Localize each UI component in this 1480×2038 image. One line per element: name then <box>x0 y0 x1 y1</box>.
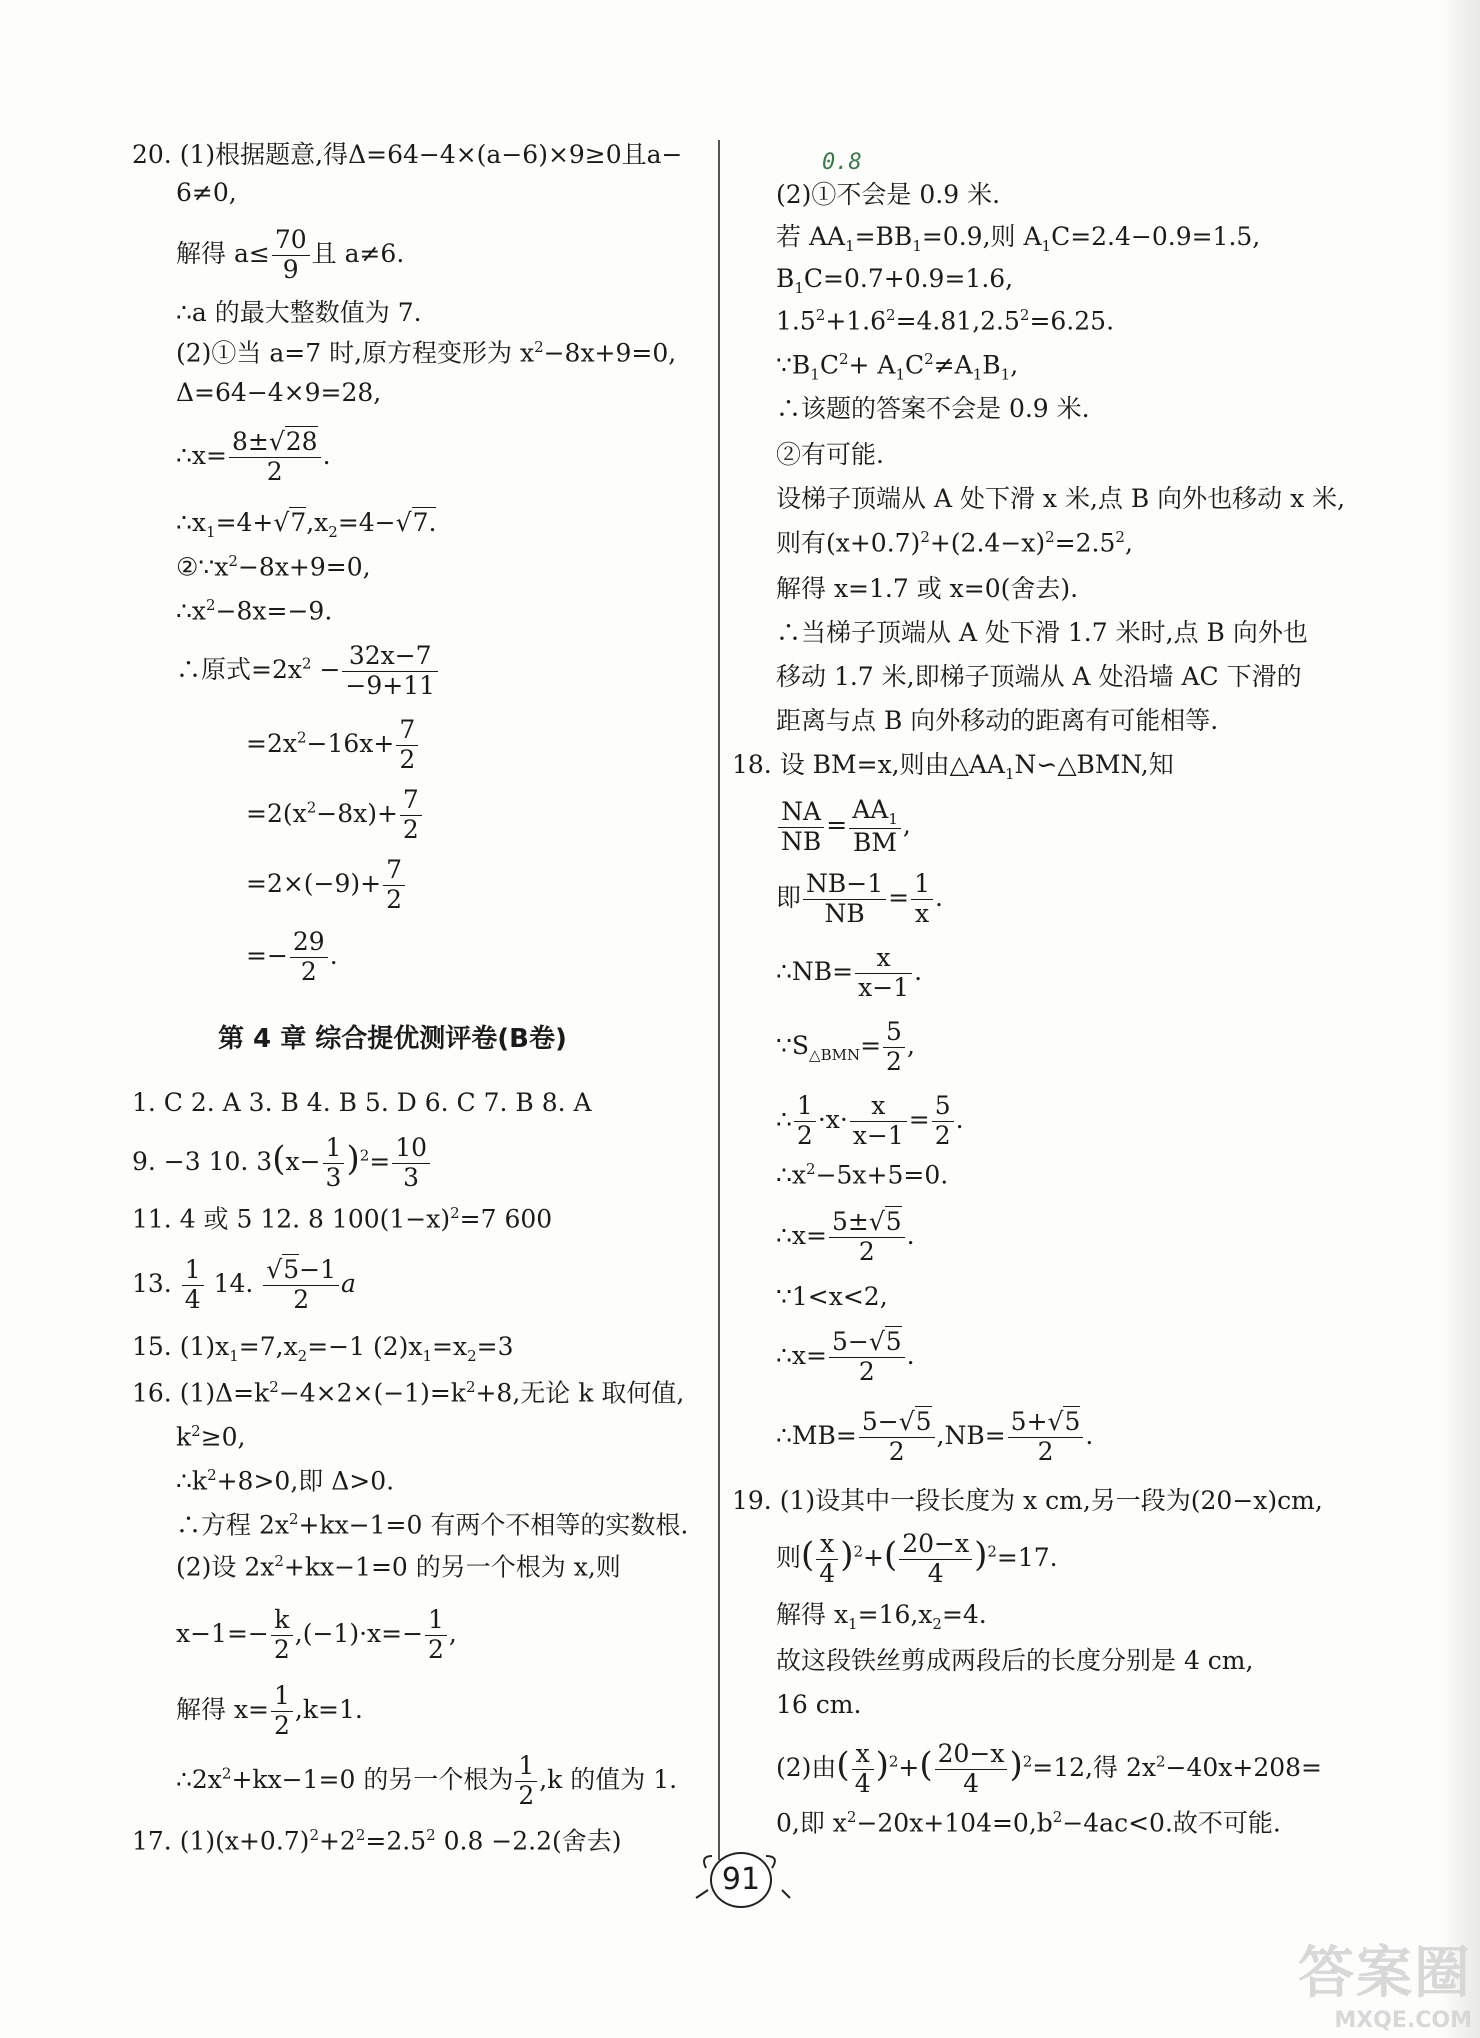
q18-product: ∴ $\frac{1}{2}$ ·x· $\frac{x}{x-1}$ = $\frac{5}{2}$ . <box>776 1091 964 1150</box>
q20-step1: $=2x^2-16x+$ $\frac{7}{2}$ <box>246 716 420 775</box>
fraction: $\frac{7}{2}$ <box>383 856 405 915</box>
fraction: $\frac{8\pm√28}{2}$ <box>229 428 321 487</box>
fraction: $\frac{1}{x}$ <box>911 870 933 929</box>
fraction: $\frac{AA_1}{BM}$ <box>849 796 901 858</box>
q19-solved: 解得 $x_1=16,x_2=4$. <box>776 1600 987 1633</box>
q20-roots: $\therefore x_1=4+√7,x_2=4-√7$. <box>176 508 437 541</box>
fraction: $\frac{7}{2}$ <box>396 716 418 775</box>
fraction: $\frac{x}{x-1}$ <box>855 944 912 1003</box>
q18-area: $\because S_{\triangle BMN}=$ $\frac{5}{2}$ , <box>776 1017 915 1076</box>
page-number: 91 <box>721 1862 761 1897</box>
fraction: $\frac{20-x}{4}$ <box>935 1740 1008 1799</box>
fraction: $\frac{70}{9}$ <box>272 226 310 285</box>
page-edge-shadow <box>1440 0 1480 2038</box>
r-line5: $\because B_1C^2+ A_1C^2\ne A_1B_1$, <box>776 350 1019 384</box>
fraction: $\frac{NB-1}{NB}$ <box>803 870 886 929</box>
r-line3: $B_1C=0.7+0.9=1.6$, <box>776 264 1014 297</box>
fraction: $\frac{1}{3}$ <box>323 1134 345 1193</box>
q16-line2: $k^2\ge 0$, <box>176 1422 246 1452</box>
chapter-title: 第 4 章 综合提优测评卷(B卷) <box>218 1024 567 1054</box>
fraction: $\frac{k}{2}$ <box>271 1606 293 1665</box>
fraction: $\frac{1}{4}$ <box>182 1256 204 1315</box>
page-number-badge <box>692 1850 792 1910</box>
r-line7: ②有可能. <box>776 440 884 469</box>
answer-15: 15. $(1)x_1=7,x_2=-1$ $(2)x_1=x_2=3$ <box>132 1332 514 1365</box>
q20-line1: 20. (1)根据题意,得Δ=64−4×(a−6)×9≥0且a− <box>132 140 683 169</box>
q18-range: ∵1<x<2, <box>776 1282 888 1311</box>
q16-line5: (2)设 $2x^2+kx-1=0$ 的另一个根为 x,则 <box>176 1552 621 1582</box>
q19-conclusion: 故这段铁丝剪成两段后的长度分别是 4 cm, <box>776 1646 1254 1675</box>
q20-max: ∴a 的最大整数值为 7. <box>176 298 422 327</box>
q18-result: ∴MB= $\frac{5-√5}{2}$ ,NB= $\frac{5+√5}{2}$ . <box>776 1407 1094 1466</box>
q18-nb: ∴NB= $\frac{x}{x-1}$ . <box>776 943 923 1002</box>
top-stamp: 0.8 <box>822 150 862 175</box>
q18-solution2: ∴x= $\frac{5-√5}{2}$ . <box>776 1327 915 1386</box>
q18-solution: ∴x= $\frac{5\pm√5}{2}$ . <box>776 1207 915 1266</box>
q20-step4: =− $\frac{29}{2}$ . <box>246 927 338 986</box>
q18-line1: 18. 设 BM=x,则由$\triangle AA_1N∽\triangle BMN$,知 <box>732 750 1174 783</box>
q18-ratio2: 即 $\frac{NB-1}{NB}$ = $\frac{1}{x}$ . <box>776 869 943 928</box>
q16-line3: $\therefore k^2+8>0$,即 Δ>0. <box>176 1466 395 1496</box>
q20-part2-2: $②\because x^2-8x+9=0$, <box>176 552 371 582</box>
q19-equation: 则( $\frac{x}{4}$ )$^2$+( $\frac{20-x}{4}$ )$^2$=17. <box>776 1529 1058 1588</box>
fraction: $\frac{x}{4}$ <box>852 1740 874 1799</box>
q19-part2: (2)由( $\frac{x}{4}$ )$^2$+( $\frac{20-x}{4}$ )$^2$=12,得 $2x^2-40x+208=$ <box>776 1739 1322 1798</box>
r-line6: ∴该题的答案不会是 0.9 米. <box>776 394 1090 423</box>
q18-ratio: $\frac{NA}{NB}$ = $\frac{AA_1}{BM}$ , <box>776 796 911 858</box>
q20-solve-a: 解得 a≤ $\frac{70}{9}$ 且 a≠6. <box>176 225 405 284</box>
q20-original-expression: ∴原式$=2x^2$ − $\frac{32x-7}{-9+11}$ <box>176 642 440 701</box>
fraction: $\frac{5\pm√5}{2}$ <box>829 1208 905 1267</box>
q19-part2-end: 0,即 $x^2-20x+104=0,b^2-4ac<0$.故不可能. <box>776 1808 1281 1838</box>
fraction: $\frac{x}{x-1}$ <box>850 1092 907 1151</box>
fraction: $\frac{20-x}{4}$ <box>899 1530 972 1589</box>
r-line12: 移动 1.7 米,即梯子顶端从 A 处沿墙 AC 下滑的 <box>776 662 1302 691</box>
q17-line1: 17. $(1)(x+0.7)^2+2^2=2.5^2$ 0.8 −2.2(舍去) <box>132 1826 622 1856</box>
q16-line8: $\therefore 2x^2+kx-1=0$ 的另一个根为 $\frac{1}{2}$ ,k 的值为 1. <box>176 1751 678 1810</box>
r-line4: $1.5^2+1.6^2=4.81,2.5^2=6.25$. <box>776 306 1115 336</box>
q18-quadratic: $\therefore x^2-5x+5=0$. <box>776 1160 949 1190</box>
fraction: $\frac{10}{3}$ <box>392 1134 430 1193</box>
r-line10: 解得 x=1.7 或 x=0(舍去). <box>776 574 1079 603</box>
fraction: $\frac{5+√5}{2}$ <box>1008 1408 1084 1467</box>
fraction: $\frac{5-√5}{2}$ <box>859 1408 935 1467</box>
fraction: $\frac{NA}{NB}$ <box>778 798 824 857</box>
q20-line2: 6≠0, <box>176 178 237 207</box>
watermark-url: MXQE.COM <box>1334 2007 1472 2033</box>
fraction: $\frac{1}{2}$ <box>271 1682 293 1741</box>
r-line11: ∴当梯子顶端从 A 处下滑 1.7 米时,点 B 向外也 <box>776 618 1308 647</box>
fraction: $\frac{5}{2}$ <box>932 1092 954 1151</box>
r-line2: 若 $AA_1=BB_1=0.9$,则 $A_1C=2.4-0.9=1.5$, <box>776 222 1261 255</box>
q19-conclusion2: 16 cm. <box>776 1690 862 1719</box>
q16-line6: x−1=− $\frac{k}{2}$ ,(−1)·x=− $\frac{1}{2}$ , <box>176 1605 457 1664</box>
fraction: $\frac{1}{2}$ <box>515 1752 537 1811</box>
answers-11-12: 11. 4 或 5 12. 8 $100(1-x)^2=7$ 600 <box>132 1204 553 1234</box>
answers-13-14: 13. $\frac{1}{4}$ 14. $\frac{√5-1}{2}$ a <box>132 1255 356 1314</box>
answers-1-8: 1. C 2. A 3. B 4. B 5. D 6. C 7. B 8. A <box>132 1088 592 1117</box>
q16-line7: 解得 x= $\frac{1}{2}$ ,k=1. <box>176 1681 363 1740</box>
q20-step3: =2×(−9)+ $\frac{7}{2}$ <box>246 856 407 915</box>
fraction: $\frac{1}{2}$ <box>425 1606 447 1665</box>
column-divider <box>718 140 720 1860</box>
r-line13: 距离与点 B 向外移动的距离有可能相等. <box>776 706 1219 735</box>
q20-delta: Δ=64−4×9=28, <box>176 378 382 407</box>
q16-line4: ∴方程 $2x^2+kx-1=0$ 有两个不相等的实数根. <box>176 1510 689 1540</box>
fraction: $\frac{7}{2}$ <box>400 786 422 845</box>
r-line8: 设梯子顶端从 A 处下滑 x 米,点 B 向外也移动 x 米, <box>776 484 1346 513</box>
q20-part2-3: $\therefore x^2-8x=-9$. <box>176 596 333 626</box>
fraction: $\frac{5}{2}$ <box>883 1018 905 1077</box>
r-line9: 则有$(x+0.7)^2+(2.4-x)^2=2.5^2$, <box>776 528 1133 558</box>
fraction: $\frac{29}{2}$ <box>290 928 328 987</box>
q20-part2-line1: (2)①当 a=7 时,原方程变形为 $x^2-8x+9=0$, <box>176 338 677 368</box>
watermark <box>1298 1940 1472 2034</box>
watermark-logo: 答案圈 <box>1298 1941 1472 2007</box>
fraction: $\frac{5-√5}{2}$ <box>829 1328 905 1387</box>
answers-9-10: 9. −3 10. 3(x− $\frac{1}{3}$ )$^2$= $\frac{10}{3}$ <box>132 1134 432 1193</box>
fraction: $\frac{√5-1}{2}$ <box>263 1256 339 1315</box>
q20-step2: $=2(x^2-8x)+$ $\frac{7}{2}$ <box>246 786 424 845</box>
fraction: $\frac{1}{2}$ <box>794 1092 816 1151</box>
r-line1: (2)①不会是 0.9 米. <box>776 180 1001 209</box>
q19-line1: 19. (1)设其中一段长度为 x cm,另一段为(20−x)cm, <box>732 1486 1323 1515</box>
fraction: $\frac{32x-7}{-9+11}$ <box>342 642 438 701</box>
q20-x-formula: ∴x= $\frac{8\pm√28}{2}$ . <box>176 427 331 486</box>
q16-line1: 16. $(1)\Delta=k^2-4\times 2\times(-1)=k^2+8$,无论 k 取何值, <box>132 1378 685 1408</box>
fraction: $\frac{x}{4}$ <box>816 1530 838 1589</box>
